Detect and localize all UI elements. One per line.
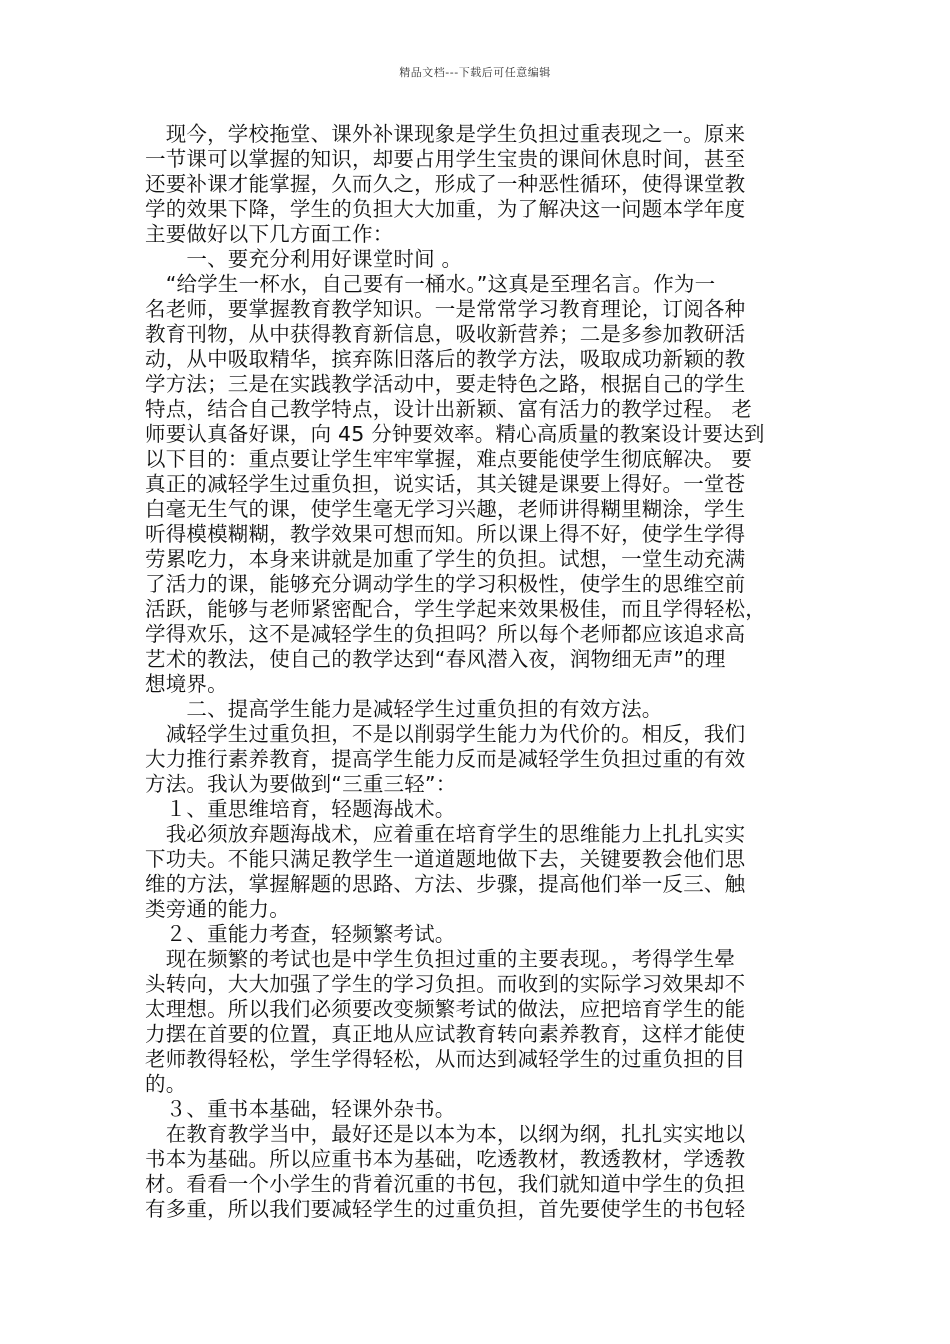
page-header: 精品文档---下载后可任意编辑: [399, 66, 551, 79]
text-line: 现在频繁的考试也是中学生负担过重的主要表现。，考得学生晕: [145, 947, 736, 971]
text-line: 头转向，大大加强了学生的学习负担。而收到的实际学习效果却不: [145, 972, 746, 996]
text-line: 一节课可以掌握的知识，却要占用学生宝贵的课间休息时间，甚至: [145, 147, 746, 171]
text-line: 听得模模糊糊，教学效果可想而知。所以课上得不好，使学生学得: [145, 522, 746, 546]
text-line: 教育刊物，从中获得教育新信息，吸收新营养；二是多参加教研活: [145, 322, 746, 346]
subsection-heading: ３、重书本基础，轻课外杂书。: [145, 1097, 456, 1121]
subsection-heading: １、重思维培育，轻题海战术。: [145, 797, 456, 821]
text-line: 有多重，所以我们要减轻学生的过重负担，首先要使学生的书包轻: [145, 1197, 746, 1221]
text-line: “给学生一杯水，自己要有一桶水。”这真是至理名言。作为一: [145, 272, 716, 296]
text-line: 白毫无生气的课，使学生毫无学习兴趣，老师讲得糊里糊涂，学生: [145, 497, 746, 521]
section-heading: 一、要充分利用好课堂时间 。: [145, 247, 463, 271]
text-line: 现今，学校拖堂、课外补课现象是学生负担过重表现之一。原来: [145, 122, 746, 146]
text-line: 力摆在首要的位置，真正地从应试教育转向素养教育，这样才能使: [145, 1022, 746, 1046]
text-line: 维的方法，掌握解题的思路、方法、步骤，提高他们举一反三、触: [145, 872, 746, 896]
subsection-heading: ２、重能力考查，轻频繁考试。: [145, 922, 456, 946]
text-line: 我必须放弃题海战术，应着重在培育学生的思维能力上扎扎实实: [145, 822, 746, 846]
text-line: 在教育教学当中，最好还是以本为本，以纲为纲，扎扎实实地以: [145, 1122, 746, 1146]
text-line: 减轻学生过重负担，不是以削弱学生能力为代价的。相反，我们: [145, 722, 746, 746]
text-line: 书本为基础。所以应重书本为基础，吃透教材，教透教材，学透教: [145, 1147, 746, 1171]
text-line: 动，从中吸取精华，摈弃陈旧落后的教学方法，吸取成功新颖的教: [145, 347, 746, 371]
text-line: 名老师，要掌握教育教学知识。一是常常学习教育理论，订阅各种: [145, 297, 746, 321]
text-line: 类旁通的能力。: [145, 897, 290, 921]
text-line: 以下目的：重点要让学生牢牢掌握，难点要能使学生彻底解决。 要: [145, 447, 753, 471]
text-line: 方法。我认为要做到“三重三轻”：: [145, 772, 457, 796]
text-line: 老师教得轻松，学生学得轻松，从而达到减轻学生的过重负担的目: [145, 1047, 746, 1071]
text-line: 想境界。: [145, 672, 228, 696]
text-line: 特点，结合自己教学特点，设计出新颖、富有活力的教学过程。 老: [145, 397, 753, 421]
document-body: [145, 122, 817, 1222]
section-heading: 二、提高学生能力是减轻学生过重负担的有效方法。: [145, 697, 663, 721]
text-line: 主要做好以下几方面工作：: [145, 222, 394, 246]
text-line: 师要认真备好课，向 45 分钟要效率。精心高质量的教案设计要达到: [145, 422, 765, 446]
text-line: 的。: [145, 1072, 187, 1096]
text-line: 下功夫。不能只满足教学生一道道题地做下去，关键要教会他们思: [145, 847, 746, 871]
text-line: 学方法；三是在实践教学活动中，要走特色之路，根据自己的学生: [145, 372, 746, 396]
text-line: 太理想。所以我们必须要改变频繁考试的做法，应把培育学生的能: [145, 997, 746, 1021]
text-line: 了活力的课，能够充分调动学生的学习积极性，使学生的思维空前: [145, 572, 746, 596]
text-line: 大力推行素养教育，提高学生能力反而是减轻学生负担过重的有效: [145, 747, 746, 771]
text-line: 学得欢乐，这不是减轻学生的负担吗？所以每个老师都应该追求高: [145, 622, 746, 646]
text-line: 还要补课才能掌握，久而久之，形成了一种恶性循环，使得课堂教: [145, 172, 746, 196]
text-line: 劳累吃力，本身来讲就是加重了学生的负担。试想，一堂生动充满: [145, 547, 746, 571]
text-line: 学的效果下降，学生的负担大大加重，为了解决这一问题本学年度: [145, 197, 746, 221]
text-line: 材。看看一个小学生的背着沉重的书包，我们就知道中学生的负担: [145, 1172, 746, 1196]
text-line: 活跃，能够与老师紧密配合，学生学起来效果极佳，而且学得轻松，: [145, 597, 766, 621]
text-line: 真正的减轻学生过重负担，说实话，其关键是课要上得好。一堂苍: [145, 472, 746, 496]
text-line: 艺术的教法，使自己的教学达到“春风潜入夜，润物细无声”的理: [145, 647, 726, 671]
